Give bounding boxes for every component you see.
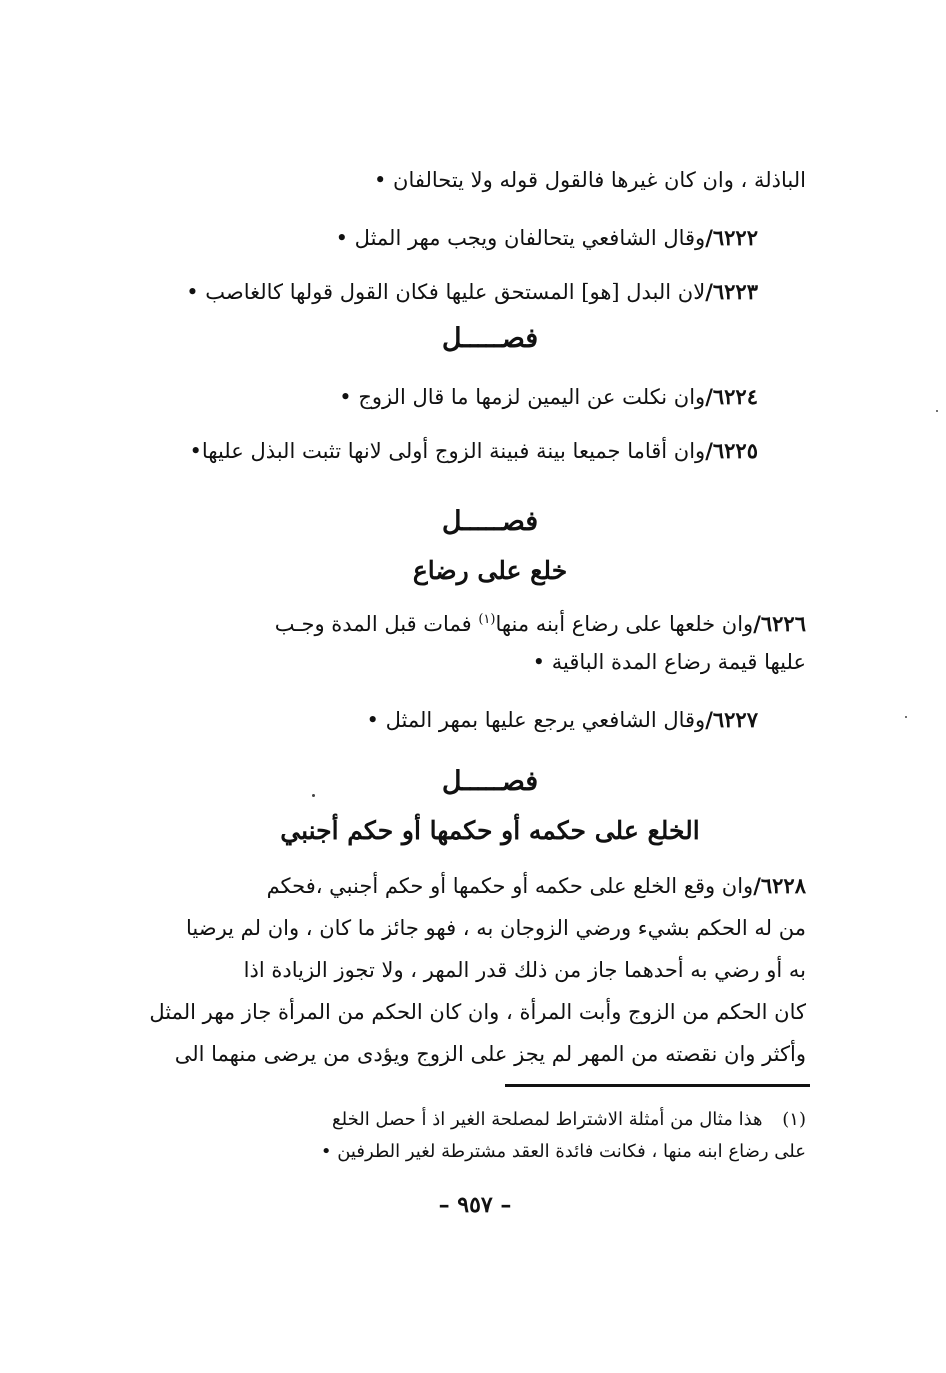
paragraph-6222 xyxy=(336,224,758,252)
paragraph-6227 xyxy=(367,706,758,734)
paragraph-6228-line-2: من له الحكم بشيء ورضي الزوجان به ، فهو جائز ما كان ، وان لم يرضيا xyxy=(186,916,806,940)
paragraph-number: ٦٢٢٢/ xyxy=(705,225,758,250)
paragraph-text: وان نكلت عن اليمين لزمها ما قال الزوج • xyxy=(339,385,706,409)
scan-speck xyxy=(905,716,907,718)
paragraph-number: ٦٢٢٦/ xyxy=(753,611,806,636)
line-text: الباذلة ، وان كان غيرها فالقول قوله ولا يتحالفان • xyxy=(373,168,806,192)
text-line xyxy=(374,166,806,194)
paragraph-6228-line-5: وأكثر وان نقصته من المهر لم يجز على الزوج ويؤدى من يرضى منهما الى xyxy=(174,1042,806,1066)
footnote-reference: (١) xyxy=(478,612,496,627)
paragraph-text: وان وقع الخلع على حكمه أو حكمها أو حكم أجنبي ،فحكم xyxy=(266,874,754,898)
paragraph-6224 xyxy=(339,383,758,411)
paragraph-number: ٦٢٢٣/ xyxy=(705,279,758,304)
paragraph-number: ٦٢٢٨/ xyxy=(753,873,806,898)
page-number: – ٩٥٧ – xyxy=(438,1192,512,1218)
scan-speck xyxy=(936,410,938,412)
paragraph-6226 xyxy=(275,606,806,638)
paragraph-text: وقال الشافعي يتحالفان ويجب مهر المثل • xyxy=(335,226,706,250)
footnote-line-1 xyxy=(332,1108,806,1132)
scan-speck xyxy=(312,794,315,797)
section-subheading: الخلع على حكمه أو حكمها أو حكم أجنبي xyxy=(280,816,700,845)
paragraph-number: ٦٢٢٥/ xyxy=(705,438,758,463)
paragraph-text: وان خلعها على رضاع أبنه منها xyxy=(495,612,754,636)
paragraph-text: وان أقاما جميعا بينة فبينة الزوج أولى لانها تثبت البذل عليها• xyxy=(189,439,706,463)
footnote-text: هذا مثال من أمثلة الاشتراط لمصلحة الغير اذ أ حصل الخلع xyxy=(332,1109,763,1130)
paragraph-number: ٦٢٢٤/ xyxy=(705,384,758,409)
footnote-marker: (١) xyxy=(782,1109,806,1130)
paragraph-6223 xyxy=(186,278,758,306)
footnote-separator xyxy=(505,1084,810,1087)
section-heading: فصـــــل xyxy=(441,506,539,537)
paragraph-text: لان البدل [هو] المستحق عليها فكان القول قولها كالغاصب • xyxy=(186,280,706,304)
paragraph-6228 xyxy=(166,872,806,900)
paragraph-6228-line-3: به أو رضي به أحدهما جاز من ذلك قدر المهر ، ولا تجوز الزيادة اذا xyxy=(243,958,806,982)
paragraph-text: وقال الشافعي يرجع عليها بمهر المثل • xyxy=(366,708,706,732)
paragraph-text-continued: فمات قبل المدة وجـب xyxy=(274,612,479,636)
footnote-line-2: على رضاع ابنه منها ، فكانت فائدة العقد مشترطة لغير الطرفين • xyxy=(320,1141,806,1162)
section-subheading: خلع على رضاع xyxy=(412,556,568,585)
section-heading: فصـــــل xyxy=(441,323,539,354)
section-heading: فصـــــل xyxy=(441,766,539,797)
paragraph-6225 xyxy=(189,437,758,465)
paragraph-6226-line-2: عليها قيمة رضاع المدة الباقية • xyxy=(532,650,806,674)
paragraph-6228-line-4: كان الحكم من الزوج وأبت المرأة ، وان كان الحكم من المرأة جاز مهر المثل xyxy=(149,1000,806,1024)
paragraph-number: ٦٢٢٧/ xyxy=(705,707,758,732)
